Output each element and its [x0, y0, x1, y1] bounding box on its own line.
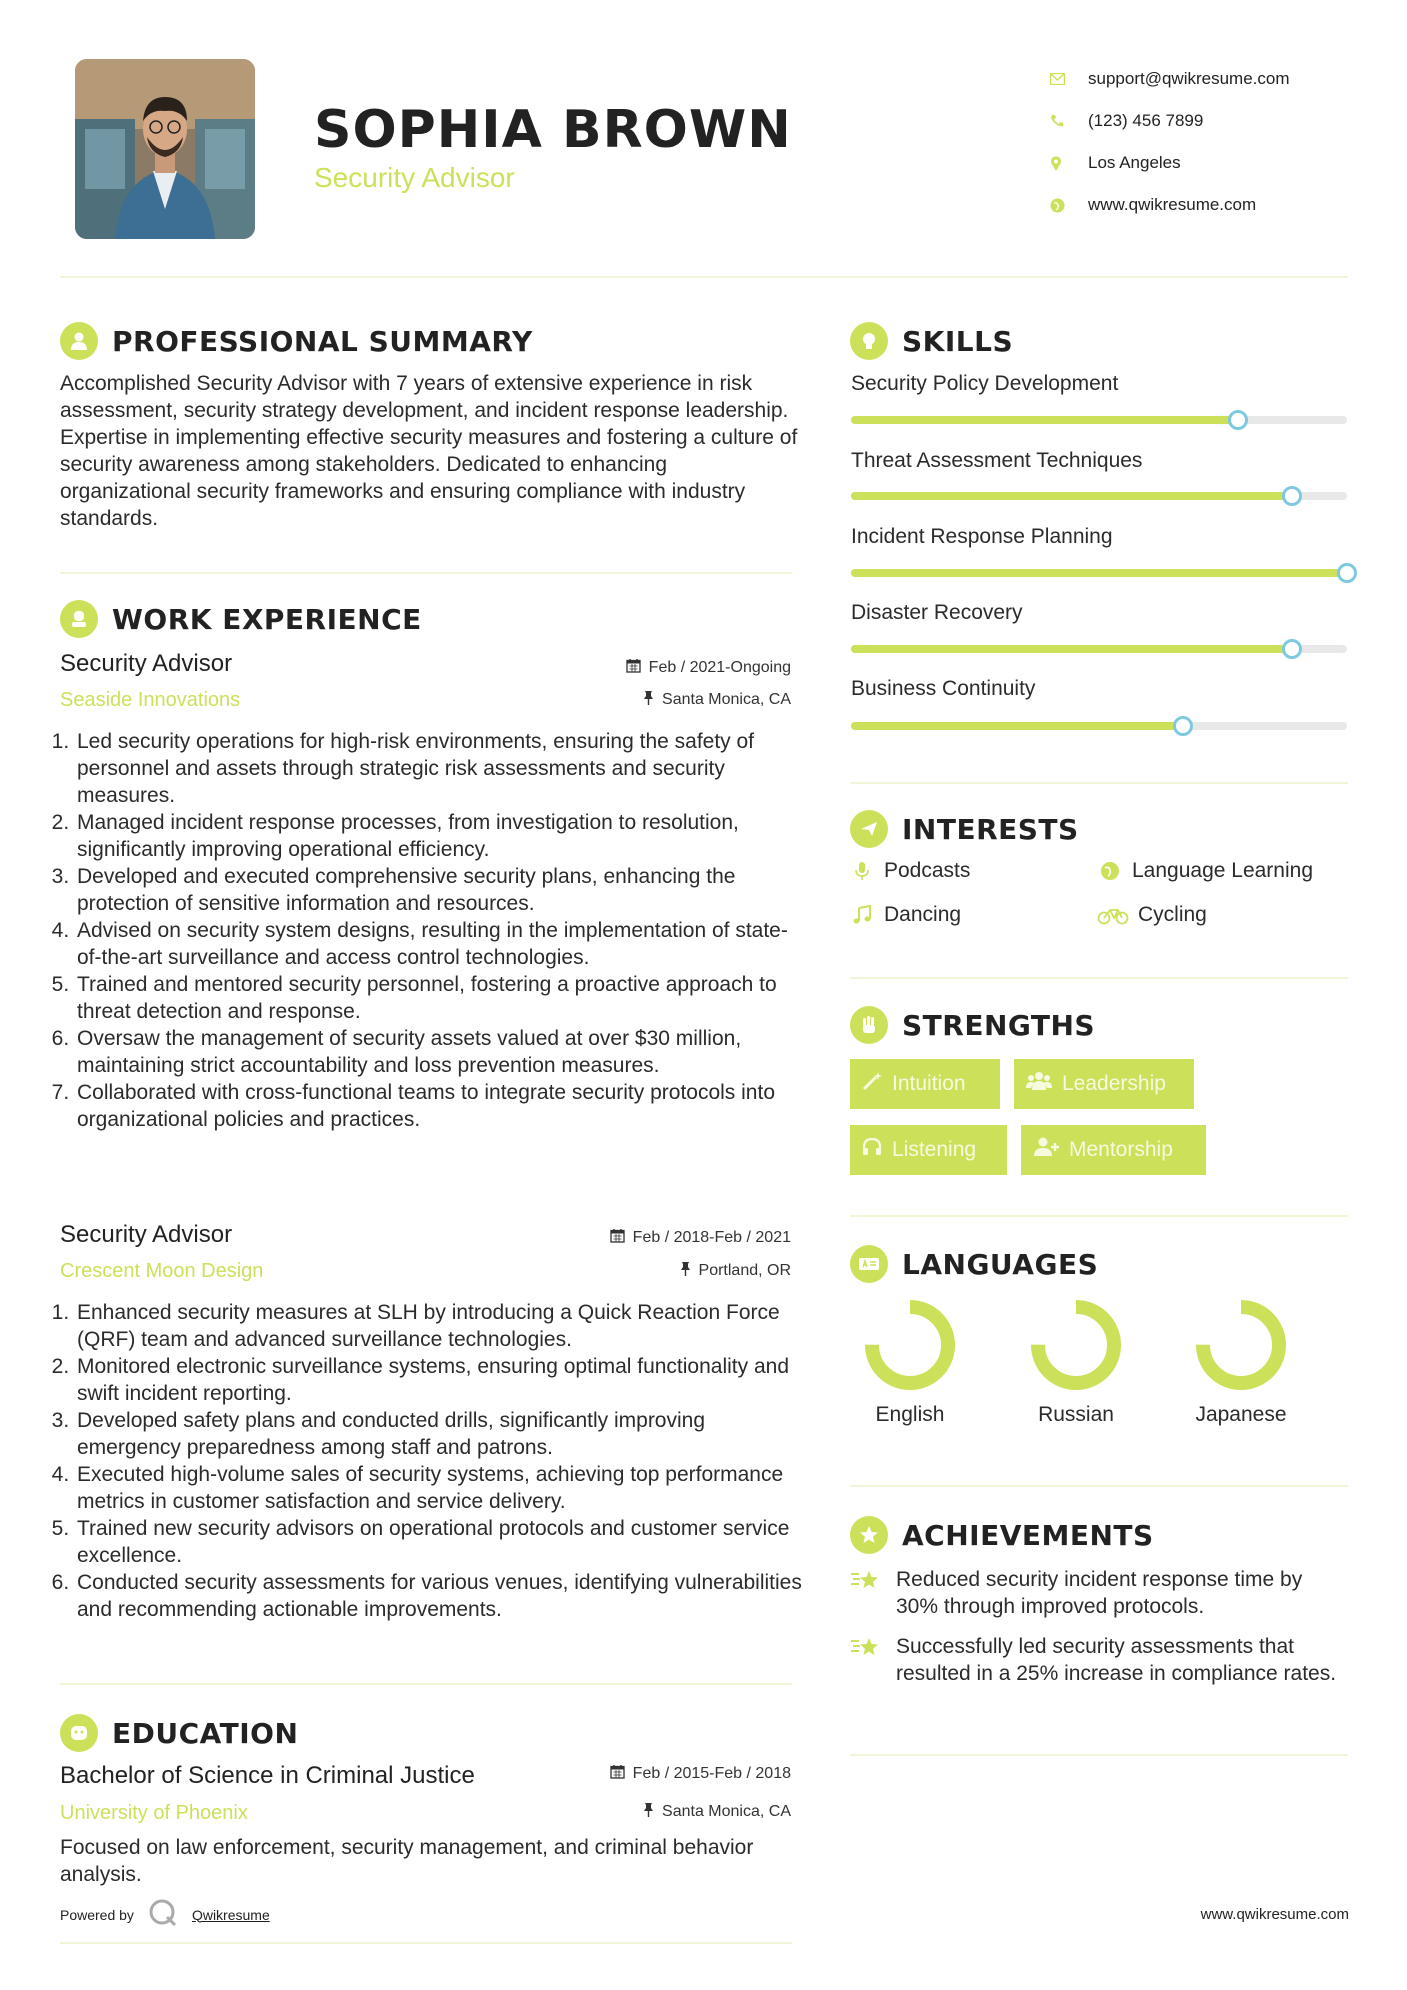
interest-item: Language Learning: [1096, 859, 1313, 883]
language-name: Japanese: [1195, 1403, 1287, 1426]
list-item: 4. Advised on security system designs, resulting in the implementation of state-of-the-art surveillance and access control technologies.: [75, 917, 797, 971]
job-location: Santa Monica, CA: [491, 690, 791, 710]
list-item: 5. Trained new security advisors on operational protocols and customer service excellence.: [75, 1515, 802, 1569]
group-icon: [1026, 1071, 1052, 1097]
bicycle-icon: [1096, 905, 1130, 925]
skill-bar: [851, 645, 1347, 653]
skill-bar-fill: [851, 722, 1183, 730]
job-dates: Feb / 2021-Ongoing: [491, 658, 791, 678]
magic-wand-icon: [862, 1071, 882, 1097]
star-badge-icon: [850, 1516, 888, 1554]
lightbulb-icon: [850, 322, 888, 360]
list-item: 2. Monitored electronic surveillance systems, ensuring optimal functionality and swift incident reporting.: [75, 1353, 802, 1407]
qwikresume-link[interactable]: Qwikresume: [191, 1906, 270, 1923]
footer-website[interactable]: www.qwikresume.com: [1200, 1906, 1349, 1923]
candidate-title: Security Advisor: [314, 162, 515, 193]
globe-icon: [1096, 861, 1124, 881]
contact-location: Los Angeles: [1050, 142, 1290, 184]
language-item: [1021, 1300, 1131, 1427]
mail-icon: [1050, 73, 1088, 85]
language-name: Russian: [1038, 1403, 1114, 1426]
interest-item: Podcasts: [848, 859, 970, 883]
skill-name: Disaster Recovery: [851, 601, 1023, 624]
skill-bar: [851, 416, 1347, 424]
job-company: Crescent Moon Design: [60, 1260, 264, 1282]
language-ring: [1021, 1300, 1131, 1410]
languages-divider: [850, 1485, 1348, 1487]
headphones-icon: [862, 1137, 882, 1163]
shooting-star-icon: [850, 1633, 896, 1687]
list-item: 3. Developed and executed comprehensive security plans, enhancing the protection of sensitive information and resources.: [75, 863, 797, 917]
summary-text: Accomplished Security Advisor with 7 years of extensive experience in risk assessment, security strategy development, and incident response leadership. Expertise in implementing effective security measures and fostering a culture of security awareness among stakeholders. Dedicated to enhancing organizational security frameworks and ensuring compliance with industry standards.: [60, 372, 798, 530]
job-title: Security Advisor: [60, 650, 233, 677]
education-location: Santa Monica, CA: [491, 1802, 791, 1822]
contact-website[interactable]: www.qwikresume.com: [1050, 184, 1290, 226]
skill-bar-knob: [1228, 410, 1248, 430]
skill-name: Threat Assessment Techniques: [851, 449, 1143, 472]
add-user-icon: [1033, 1137, 1059, 1163]
hand-icon: [850, 1006, 888, 1044]
job-bullets: [57, 1299, 802, 1623]
contact-list: [1050, 58, 1290, 226]
language-item: [1186, 1300, 1296, 1427]
summary-heading: PROFESSIONAL SUMMARY: [60, 322, 533, 360]
language-ring: [855, 1300, 965, 1410]
interest-item: Dancing: [848, 903, 961, 927]
skill-bar-fill: [851, 416, 1238, 424]
education-school: University of Phoenix: [60, 1802, 248, 1824]
user-icon: [60, 322, 98, 360]
location-pin-icon: [1050, 156, 1088, 171]
pushpin-icon: [643, 1802, 654, 1822]
footer-divider: [60, 1942, 792, 1944]
achievement-item: Successfully led security assessments that resulted in a 25% increase in compliance rates.: [850, 1633, 1350, 1687]
candidate-name: SOPHIA BROWN: [314, 100, 792, 160]
strengths-divider: [850, 1215, 1348, 1217]
languages-heading: LANGUAGES: [850, 1245, 1098, 1283]
calendar-icon: [610, 1228, 625, 1248]
skill-bar: [851, 492, 1347, 500]
skill-name: Security Policy Development: [851, 372, 1119, 395]
list-item: 4. Executed high-volume sales of security systems, achieving top performance metrics in customer satisfaction and service delivery.: [75, 1461, 802, 1515]
work-heading: WORK EXPERIENCE: [60, 600, 422, 638]
list-item: 1. Led security operations for high-risk environments, ensuring the safety of personnel and assets through strategic risk assessments and security measures.: [75, 728, 797, 809]
summary-divider: [60, 572, 792, 574]
skill-bar-knob: [1282, 486, 1302, 506]
achievement-item: Reduced security incident response time by 30% through improved protocols.: [850, 1566, 1350, 1620]
job-bullets: [57, 728, 797, 1133]
list-item: 6. Oversaw the management of security assets valued at over $30 million, maintaining strict accountability and loss prevention measures.: [75, 1025, 797, 1079]
skill-bar-knob: [1173, 716, 1193, 736]
work-divider: [60, 1683, 792, 1685]
education-heading: EDUCATION: [60, 1714, 298, 1752]
skill-bar-fill: [851, 569, 1347, 577]
strengths-heading: STRENGTHS: [850, 1006, 1095, 1044]
microphone-icon: [848, 861, 876, 881]
footer-powered-by: Powered by Qwikresume: [60, 1898, 270, 1931]
language-name: English: [875, 1403, 945, 1426]
calendar-icon: [610, 1764, 625, 1784]
job-dates: Feb / 2018-Feb / 2021: [491, 1228, 791, 1248]
interests-heading: INTERESTS: [850, 810, 1079, 848]
list-item: 2. Managed incident response processes, from investigation to resolution, significantly improving operational efficiency.: [75, 809, 797, 863]
skill-bar: [851, 569, 1347, 577]
profile-photo: [75, 59, 255, 239]
pushpin-icon: [680, 1261, 691, 1281]
skill-bar-fill: [851, 645, 1292, 653]
skill-bar-fill: [851, 492, 1292, 500]
skills-divider: [850, 782, 1348, 784]
graduation-icon: [60, 1714, 98, 1752]
list-item: 7. Collaborated with cross-functional teams to integrate security protocols into organizational policies and practices.: [75, 1079, 797, 1133]
list-item: 6. Conducted security assessments for various venues, identifying vulnerabilities and recommending actionable improvements.: [75, 1569, 802, 1623]
shooting-star-icon: [850, 1566, 896, 1620]
paper-plane-icon: [850, 810, 888, 848]
header-divider: [60, 276, 1348, 278]
music-note-icon: [848, 905, 876, 925]
strength-chip: Leadership: [1014, 1059, 1194, 1109]
language-item: [855, 1300, 965, 1427]
language-ring: [1186, 1300, 1296, 1410]
skill-bar-knob: [1337, 563, 1357, 583]
strength-chip: Mentorship: [1021, 1125, 1206, 1175]
list-item: 3. Developed safety plans and conducted drills, significantly improving emergency preparedness among staff and patrons.: [75, 1407, 802, 1461]
briefcase-icon: [60, 600, 98, 638]
skill-bar: [851, 722, 1347, 730]
list-item: 5. Trained and mentored security personnel, fostering a proactive approach to threat detection and response.: [75, 971, 797, 1025]
achievements-divider: [850, 1754, 1348, 1756]
interest-item: Cycling: [1096, 903, 1207, 927]
contact-phone[interactable]: (123) 456 7899: [1050, 100, 1290, 142]
education-description: Focused on law enforcement, security management, and criminal behavior analysis.: [60, 1836, 754, 1886]
globe-icon: [1050, 198, 1088, 213]
skill-bar-knob: [1282, 639, 1302, 659]
contact-email[interactable]: support@qwikresume.com: [1050, 58, 1290, 100]
qwikresume-logo-icon: [148, 1898, 178, 1931]
job-title: Security Advisor: [60, 1221, 233, 1248]
strength-chip: Listening: [850, 1125, 1007, 1175]
education-dates: Feb / 2015-Feb / 2018: [491, 1764, 791, 1784]
interests-divider: [850, 977, 1348, 979]
job-company: Seaside Innovations: [60, 689, 241, 711]
skill-name: Incident Response Planning: [851, 525, 1113, 548]
strength-chip: Intuition: [850, 1059, 1000, 1109]
list-item: 1. Enhanced security measures at SLH by introducing a Quick Reaction Force (QRF) team and advanced surveillance technologies.: [75, 1299, 802, 1353]
job-location: Portland, OR: [491, 1261, 791, 1281]
pushpin-icon: [643, 690, 654, 710]
language-icon: [850, 1245, 888, 1283]
calendar-icon: [626, 658, 641, 678]
skills-heading: SKILLS: [850, 322, 1013, 360]
skill-name: Business Continuity: [851, 677, 1036, 700]
achievements-heading: ACHIEVEMENTS: [850, 1516, 1154, 1554]
phone-icon: [1050, 114, 1088, 128]
education-degree: Bachelor of Science in Criminal Justice: [60, 1762, 475, 1789]
